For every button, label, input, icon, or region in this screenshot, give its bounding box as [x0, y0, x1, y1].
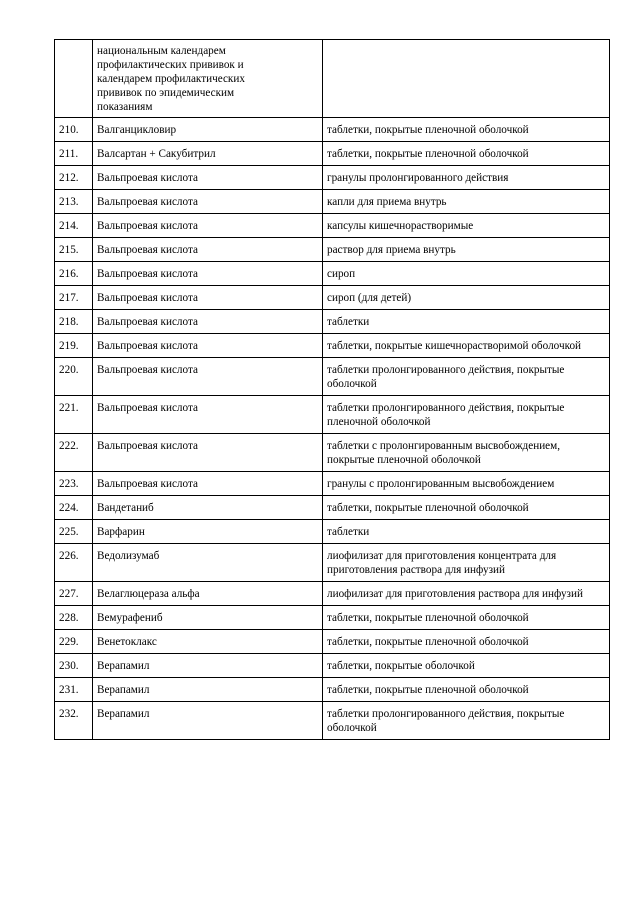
drug-name: Валганцикловир: [93, 118, 323, 142]
row-number: 212.: [55, 166, 93, 190]
row-number: 221.: [55, 396, 93, 434]
drug-table: [54, 39, 610, 740]
drug-name: Вальпроевая кислота: [93, 214, 323, 238]
dosage-form: таблетки, покрытые пленочной оболочкой: [323, 606, 610, 630]
continuation-line: профилактических прививок и: [97, 59, 244, 71]
table-row: [55, 630, 610, 654]
table-row: [55, 434, 610, 472]
drug-name: Вальпроевая кислота: [93, 166, 323, 190]
drug-name: Вальпроевая кислота: [93, 310, 323, 334]
dosage-form: сироп (для детей): [323, 286, 610, 310]
drug-name: Вальпроевая кислота: [93, 334, 323, 358]
dosage-form: таблетки пролонгированного действия, покрытые оболочкой: [323, 702, 610, 740]
dosage-form: таблетки пролонгированного действия, покрытые пленочной оболочкой: [323, 396, 610, 434]
row-number: 228.: [55, 606, 93, 630]
table-row: [55, 678, 610, 702]
dosage-form: таблетки: [323, 310, 610, 334]
drug-name: Венетоклакс: [93, 630, 323, 654]
row-number: 223.: [55, 472, 93, 496]
table-row: [55, 142, 610, 166]
drug-name: Верапамил: [93, 678, 323, 702]
dosage-form: таблетки пролонгированного действия, покрытые оболочкой: [323, 358, 610, 396]
row-number: 226.: [55, 544, 93, 582]
drug-name: Вальпроевая кислота: [93, 190, 323, 214]
row-number: 231.: [55, 678, 93, 702]
drug-name: Верапамил: [93, 654, 323, 678]
table-row: [55, 396, 610, 434]
dosage-form: таблетки, покрытые пленочной оболочкой: [323, 118, 610, 142]
dosage-form: таблетки, покрытые оболочкой: [323, 654, 610, 678]
drug-name: Вемурафениб: [93, 606, 323, 630]
continuation-name-cell: [93, 40, 323, 118]
dosage-form: капли для приема внутрь: [323, 190, 610, 214]
drug-name: Вальпроевая кислота: [93, 396, 323, 434]
table-row: [55, 262, 610, 286]
row-number: 232.: [55, 702, 93, 740]
drug-name: Вальпроевая кислота: [93, 238, 323, 262]
table-row: [55, 702, 610, 740]
table-row: [55, 654, 610, 678]
drug-name: Валсартан + Сакубитрил: [93, 142, 323, 166]
drug-name: Верапамил: [93, 702, 323, 740]
continuation-line: прививок по эпидемическим: [97, 87, 235, 99]
table-row: [55, 334, 610, 358]
continuation-num-cell: [55, 40, 93, 118]
row-number: 230.: [55, 654, 93, 678]
row-number: 219.: [55, 334, 93, 358]
drug-name: Вальпроевая кислота: [93, 286, 323, 310]
drug-name: Ведолизумаб: [93, 544, 323, 582]
row-number: 215.: [55, 238, 93, 262]
table-row: [55, 310, 610, 334]
row-number: 222.: [55, 434, 93, 472]
row-number: 211.: [55, 142, 93, 166]
dosage-form: раствор для приема внутрь: [323, 238, 610, 262]
row-number: 224.: [55, 496, 93, 520]
dosage-form: таблетки: [323, 520, 610, 544]
row-number: 225.: [55, 520, 93, 544]
row-number: 218.: [55, 310, 93, 334]
table-row: [55, 496, 610, 520]
dosage-form: лиофилизат для приготовления раствора для инфузий: [323, 582, 610, 606]
dosage-form: таблетки, покрытые пленочной оболочкой: [323, 142, 610, 166]
row-number: 229.: [55, 630, 93, 654]
table-body: [55, 40, 610, 740]
continuation-row: [55, 40, 610, 118]
table-row: [55, 472, 610, 496]
drug-name: Вальпроевая кислота: [93, 358, 323, 396]
dosage-form: сироп: [323, 262, 610, 286]
drug-name: Вальпроевая кислота: [93, 472, 323, 496]
drug-name: Вальпроевая кислота: [93, 262, 323, 286]
table-row: [55, 214, 610, 238]
drug-name: Варфарин: [93, 520, 323, 544]
dosage-form: таблетки, покрытые кишечнорастворимой оболочкой: [323, 334, 610, 358]
continuation-line: календарем профилактических: [97, 73, 245, 85]
dosage-form: лиофилизат для приготовления концентрата для приготовления раствора для инфузий: [323, 544, 610, 582]
dosage-form: капсулы кишечнорастворимые: [323, 214, 610, 238]
table-row: [55, 166, 610, 190]
dosage-form: таблетки, покрытые пленочной оболочкой: [323, 630, 610, 654]
table-row: [55, 582, 610, 606]
table-row: [55, 190, 610, 214]
table-row: [55, 286, 610, 310]
continuation-line: национальным календарем: [97, 45, 226, 57]
row-number: 214.: [55, 214, 93, 238]
dosage-form: таблетки, покрытые пленочной оболочкой: [323, 678, 610, 702]
drug-name: Вальпроевая кислота: [93, 434, 323, 472]
table-row: [55, 238, 610, 262]
dosage-form: таблетки, покрытые пленочной оболочкой: [323, 496, 610, 520]
table-row: [55, 358, 610, 396]
dosage-form: гранулы пролонгированного действия: [323, 166, 610, 190]
row-number: 217.: [55, 286, 93, 310]
table-row: [55, 118, 610, 142]
table-row: [55, 520, 610, 544]
table-row: [55, 544, 610, 582]
row-number: 210.: [55, 118, 93, 142]
drug-name: Велаглюцераза альфа: [93, 582, 323, 606]
row-number: 227.: [55, 582, 93, 606]
dosage-form: таблетки с пролонгированным высвобождением, покрытые пленочной оболочкой: [323, 434, 610, 472]
row-number: 216.: [55, 262, 93, 286]
row-number: 220.: [55, 358, 93, 396]
drug-name: Вандетаниб: [93, 496, 323, 520]
continuation-line: показаниям: [97, 101, 153, 113]
row-number: 213.: [55, 190, 93, 214]
table-row: [55, 606, 610, 630]
dosage-form: гранулы с пролонгированным высвобождением: [323, 472, 610, 496]
continuation-form-cell: [323, 40, 610, 118]
